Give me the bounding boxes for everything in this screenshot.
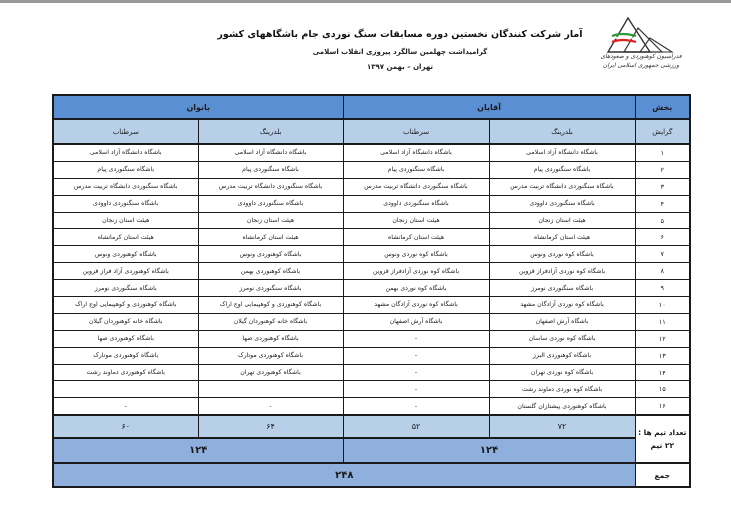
table-row [53,246,690,263]
column-header: بلدرینگ [198,119,343,144]
club-cell: باشگاه کوهنوردی تهران [198,364,343,381]
row-number: ۱۶ [635,398,690,415]
column-header: سرطناب [53,119,198,144]
club-cell [53,381,198,398]
section-label: بخش [635,95,690,119]
club-cell: باشگاه آرش اصفهان [343,313,489,330]
club-cell: باشگاه کوهنوردی البرز [489,347,635,364]
page-subtitle: گرامیداشت چهلمین سالگرد پیروزی انقلاب اسلامی [312,48,488,56]
row-number: ۱۰ [635,297,690,314]
club-cell: باشگاه کوهنوردی صها [198,330,343,347]
table-row [53,313,690,330]
top-border [0,0,731,3]
table-row [53,280,690,297]
gender-totals-row [53,438,690,463]
club-cell: باشگاه کوه نوردی تهران [489,364,635,381]
club-cell: باشگاه کوهنوردی و کوهپیمایی اوج اراک [53,297,198,314]
row-number: ۱۲ [635,330,690,347]
club-cell: باشگاه کوهنوردی ونوس [53,246,198,263]
page-title: آمار شرکت کنندگان نخستین دوره مسابقات سنگ نوردی جام باشگاههای کشور [217,29,583,40]
team-counts-row [53,415,690,438]
grand-total: ۲۴۸ [53,463,635,487]
club-cell: - [343,364,489,381]
column-header: سرطناب [343,119,489,144]
club-cell: باشگاه سنگنوردی دانشگاه تربیت مدرس [53,178,198,195]
club-cell: باشگاه کوهنوردی موتارک [53,347,198,364]
club-cell: باشگاه سنگنوردی داوودی [343,195,489,212]
table-row [53,195,690,212]
row-number: ۱۳ [635,347,690,364]
club-cell: - [198,398,343,415]
club-cell [198,381,343,398]
category-header-row [53,119,690,144]
club-cell: باشگاه دانشگاه آزاد اسلامی [343,144,489,161]
sum-label: جمع [635,463,690,487]
row-number: ۱۵ [635,381,690,398]
club-cell: باشگاه کوهنوردی ونوس [198,246,343,263]
club-cell: باشگاه کوهنوردی و کوهپیمایی اوج اراک [198,297,343,314]
club-cell: باشگاه سنگنوردی دانشگاه تربیت مدرس [343,178,489,195]
club-cell: باشگاه کوهنوردی موتارک [198,347,343,364]
men-total: ۱۲۴ [343,438,635,463]
table-row [53,347,690,364]
club-cell: باشگاه کوه نوردی آزادگان مشهد [343,297,489,314]
column-header: بلدرینگ [489,119,635,144]
club-cell: باشگاه سنگنوردی پیام [489,161,635,178]
table-row [53,398,690,415]
club-cell: باشگاه سنگنوردی پیام [198,161,343,178]
club-cell: باشگاه سنگنوردی دانشگاه تربیت مدرس [489,178,635,195]
page-date: تهران – بهمن ۱۳۹۷ [366,63,434,71]
table-row [53,144,690,161]
club-cell: باشگاه سنگنوردی دانشگاه تربیت مدرس [198,178,343,195]
women-header: بانوان [53,95,343,119]
club-cell: باشگاه آرش اصفهان [489,313,635,330]
table-body [53,144,690,415]
club-cell: باشگاه کوه نوردی دماوند رشت [489,381,635,398]
club-cell: هیئت استان کرمانشاه [198,229,343,246]
row-number: ۷ [635,246,690,263]
club-cell: باشگاه سنگنوردی داوودی [489,195,635,212]
club-cell: هیئت استان زنجان [489,212,635,229]
federation-logo-icon [600,14,680,86]
grand-total-row [53,463,690,487]
teams-label: تعداد تیم ها : [638,428,687,438]
club-cell: - [343,381,489,398]
table-row [53,297,690,314]
row-number: ۱۴ [635,364,690,381]
row-number: ۲ [635,161,690,178]
table-row [53,381,690,398]
club-cell: هیئت استان زنجان [53,212,198,229]
club-cell: باشگاه سنگنوردی نومرز [198,280,343,297]
club-cell: هیئت استان کرمانشاه [343,229,489,246]
club-cell: باشگاه دانشگاه آزاد اسلامی [53,144,198,161]
row-number: ۶ [635,229,690,246]
club-cell: باشگاه کوه نوردی آزادفراز قزوین [343,263,489,280]
club-cell: باشگاه کوه نوردی بهمن [343,280,489,297]
club-cell: باشگاه دانشگاه آزاد اسلامی [198,144,343,161]
count-men-bouldering: ۷۲ [489,415,635,438]
club-cell: باشگاه کوه نوردی ونوس [489,246,635,263]
row-number: ۱۱ [635,313,690,330]
club-cell: باشگاه سنگنوردی داوودی [53,195,198,212]
club-cell: باشگاه کوهنوردی صها [53,330,198,347]
table-row [53,229,690,246]
row-number: ۹ [635,280,690,297]
club-cell: باشگاه دانشگاه آزاد اسلامی [489,144,635,161]
teams-label-cell [635,415,690,463]
club-cell: باشگاه خانه کوهنوردان گیلان [53,313,198,330]
row-number: ۵ [635,212,690,229]
club-cell: هیئت استان زنجان [343,212,489,229]
table-row [53,212,690,229]
club-cell: - [343,330,489,347]
table-row [53,330,690,347]
club-cell: هیئت استان کرمانشاه [53,229,198,246]
count-women-lead: ۶۰ [53,415,198,438]
club-cell: - [343,347,489,364]
club-cell: هیئت استان زنجان [198,212,343,229]
count-women-bouldering: ۶۴ [198,415,343,438]
row-number: ۱ [635,144,690,161]
club-cell: باشگاه سنگنوردی نومرز [53,280,198,297]
club-cell: باشگاه کوه نوردی آزادفراز قزوین [489,263,635,280]
club-cell: باشگاه کوهنوردی آزاد فراز قزوین [53,263,198,280]
row-number: ۴ [635,195,690,212]
club-cell: باشگاه کوه نوردی ساسان [489,330,635,347]
count-men-lead: ۵۲ [343,415,489,438]
logo-caption: فدراسیون کوهنوردی و صعودهای ورزشی جمهوری اسلامی ایران [600,53,682,69]
club-cell: باشگاه سنگنوردی داوودی [198,195,343,212]
club-cell: باشگاه سنگنوردی نومرز [489,280,635,297]
club-cell: - [53,398,198,415]
table-row [53,263,690,280]
women-total: ۱۲۴ [53,438,343,463]
category-label: گرایش [635,119,690,144]
row-number: ۸ [635,263,690,280]
club-cell: باشگاه سنگنوردی پیام [53,161,198,178]
teams-count-label: ۲۲ تیم [650,441,675,451]
participants-table [52,94,691,488]
club-cell: هیئت استان کرمانشاه [489,229,635,246]
club-cell: - [343,398,489,415]
club-cell: باشگاه کوه نوردی ونوس [343,246,489,263]
club-cell: باشگاه سنگنوردی پیام [343,161,489,178]
men-header: آقایان [343,95,635,119]
section-header-row [53,95,690,119]
table-row [53,161,690,178]
row-number: ۳ [635,178,690,195]
club-cell: باشگاه کوهنوردی بهمن [198,263,343,280]
club-cell: باشگاه کوهنوردی دماوند رشت [53,364,198,381]
table-row [53,364,690,381]
club-cell: باشگاه خانه کوهنوردان گیلان [198,313,343,330]
table-row [53,178,690,195]
club-cell: باشگاه کوهنوردی پیشتازان گلستان [489,398,635,415]
club-cell: باشگاه کوه نوردی آزادگان مشهد [489,297,635,314]
